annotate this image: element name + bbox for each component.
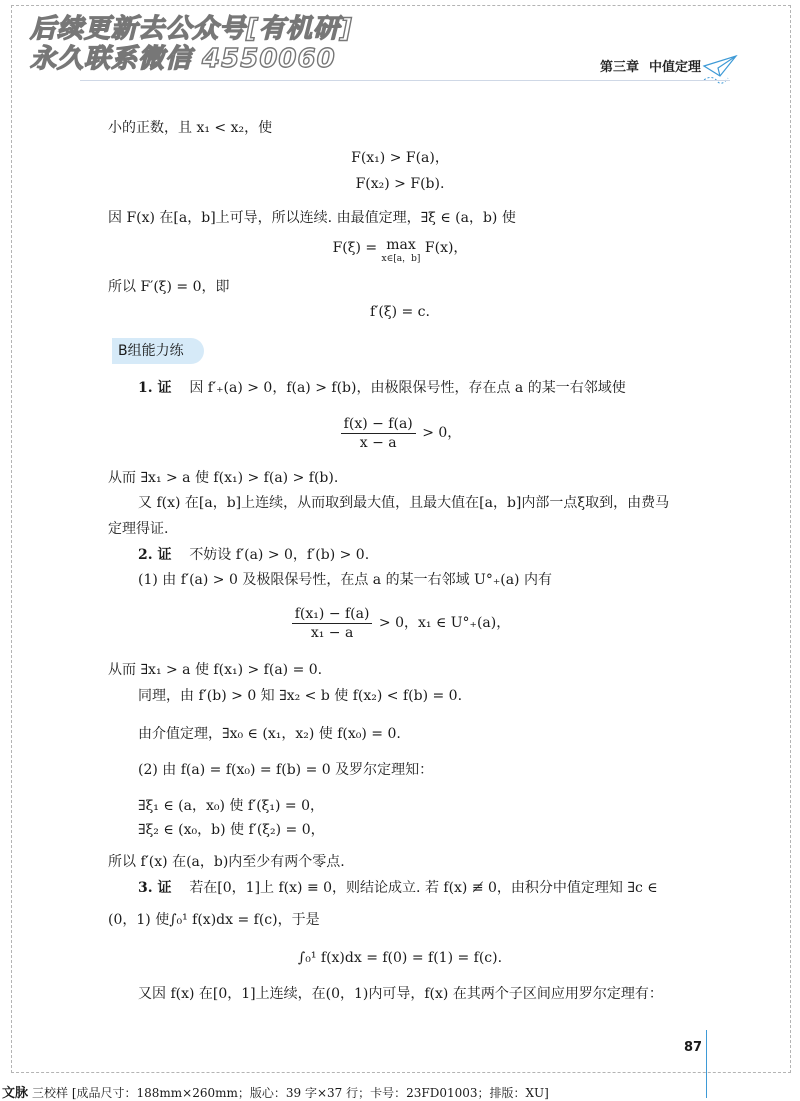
- print-footer: [2, 1082, 549, 1101]
- text-line: 从而 ∃x₁ > a 使 f(x₁) > f(a) > f(b).: [108, 470, 339, 486]
- footer-brand: 文脉: [2, 1086, 29, 1101]
- problem-3-head: 3. 证: [138, 880, 172, 896]
- text-line: (2) 由 f(a) = f(x₀) = f(b) = 0 及罗尔定理知：: [138, 762, 434, 778]
- max-operator: [382, 238, 421, 266]
- chapter-title: 中值定理: [649, 60, 702, 75]
- formula-line: ∫₀¹ f(x)dx = f(0) = f(1) = f(c).: [297, 950, 503, 966]
- formula-max: [0, 238, 800, 266]
- max-label: max: [386, 237, 416, 253]
- problem-1-line: [138, 378, 626, 398]
- header-rule: [80, 80, 730, 81]
- text-line: ∃ξ₁ ∈ (a，x₀) 使 f′(ξ₁) = 0，: [138, 798, 325, 814]
- margin-bar: [706, 1030, 707, 1098]
- text-line: 又 f(x) 在[a，b]上连续，从而取到最大值，且最大值在[a，b]内部一点ξ取到，由费马: [138, 495, 670, 511]
- text-line: 所以 F′(ξ) = 0，即: [108, 279, 230, 295]
- problem-2-line: [138, 545, 369, 565]
- max-subscript: x∈[a，b]: [381, 254, 421, 264]
- problem-1-head: 1. 证: [138, 380, 172, 396]
- fraction: [341, 415, 416, 452]
- formula-part: F(x)，: [420, 240, 468, 256]
- section-heading-b: B组能力练: [112, 338, 204, 364]
- text-line: 定理得证.: [108, 521, 169, 537]
- text-line: 所以 f′(x) 在(a，b)内至少有两个零点.: [108, 854, 345, 870]
- problem-3-text: 若在[0，1]上 f(x) ≡ 0，则结论成立. 若 f(x) ≢ 0，由积分中值定理知 ∃c ∈: [189, 880, 658, 896]
- problem-1-fraction: [0, 414, 800, 452]
- text-line: 因 F(x) 在[a，b]上可导，所以连续. 由最值定理，∃ξ ∈ (a，b) 使: [108, 210, 516, 226]
- fraction-numerator: f(x₁) − f(a): [292, 605, 373, 624]
- fraction-tail: > 0，x₁ ∈ U°₊(a)，: [374, 615, 511, 631]
- fraction-tail: > 0，: [417, 425, 462, 441]
- text-line: ∃ξ₂ ∈ (x₀，b) 使 f′(ξ₂) = 0，: [138, 822, 325, 838]
- watermark-line-2: 永久联系微信 4550060: [30, 44, 336, 74]
- formula-part: F(ξ) =: [332, 240, 382, 256]
- problem-1-text: 因 f′₊(a) > 0，f(a) > f(b)，由极限保号性，存在点 a 的某一右邻域使: [189, 380, 626, 396]
- text-line: 又因 f(x) 在[0，1]上连续，在(0，1)内可导，f(x) 在其两个子区间应用罗尔定理有：: [138, 986, 663, 1002]
- problem-2-head: 2. 证: [138, 547, 172, 563]
- text-line: 由介值定理，∃x₀ ∈ (x₁，x₂) 使 f(x₀) = 0.: [138, 726, 401, 742]
- formula-line: F(x₁) > F(a)，: [351, 150, 449, 166]
- text-line: (1) 由 f′(a) > 0 及极限保号性，在点 a 的某一右邻域 U°₊(a) 内有: [138, 572, 552, 588]
- problem-2-text: 不妨设 f′(a) > 0，f′(b) > 0.: [189, 547, 370, 563]
- fraction-denominator: x − a: [359, 434, 397, 451]
- page-number: 87: [684, 1040, 703, 1055]
- fraction-denominator: x₁ − a: [310, 624, 354, 641]
- fraction: [292, 605, 373, 642]
- fraction-numerator: f(x) − f(a): [341, 415, 416, 434]
- text-line: (0，1) 使∫₀¹ f(x)dx = f(c)，于是: [108, 912, 320, 928]
- text-line: 同理，由 f′(b) > 0 知 ∃x₂ < b 使 f(x₂) < f(b) = 0.: [138, 688, 463, 704]
- chapter-header: [600, 56, 711, 75]
- formula-line: F(x₂) > F(b).: [355, 176, 445, 192]
- problem-3-line: [138, 878, 658, 898]
- watermark-line-1: 后续更新去公众号[有机研]: [30, 14, 353, 44]
- formula-line: f′(ξ) = c.: [370, 304, 430, 320]
- text-line: 从而 ∃x₁ > a 使 f(x₁) > f(a) = 0.: [108, 662, 323, 678]
- text-line: 小的正数，且 x₁ < x₂，使: [108, 120, 273, 136]
- problem-2-fraction: [0, 604, 800, 642]
- footer-text: 三校样 [成品尺寸：188mm×260mm；版心：39 字×37 行；卡号：23FD01003；排版：XU]: [32, 1086, 549, 1100]
- chapter-number: 第三章: [600, 60, 640, 75]
